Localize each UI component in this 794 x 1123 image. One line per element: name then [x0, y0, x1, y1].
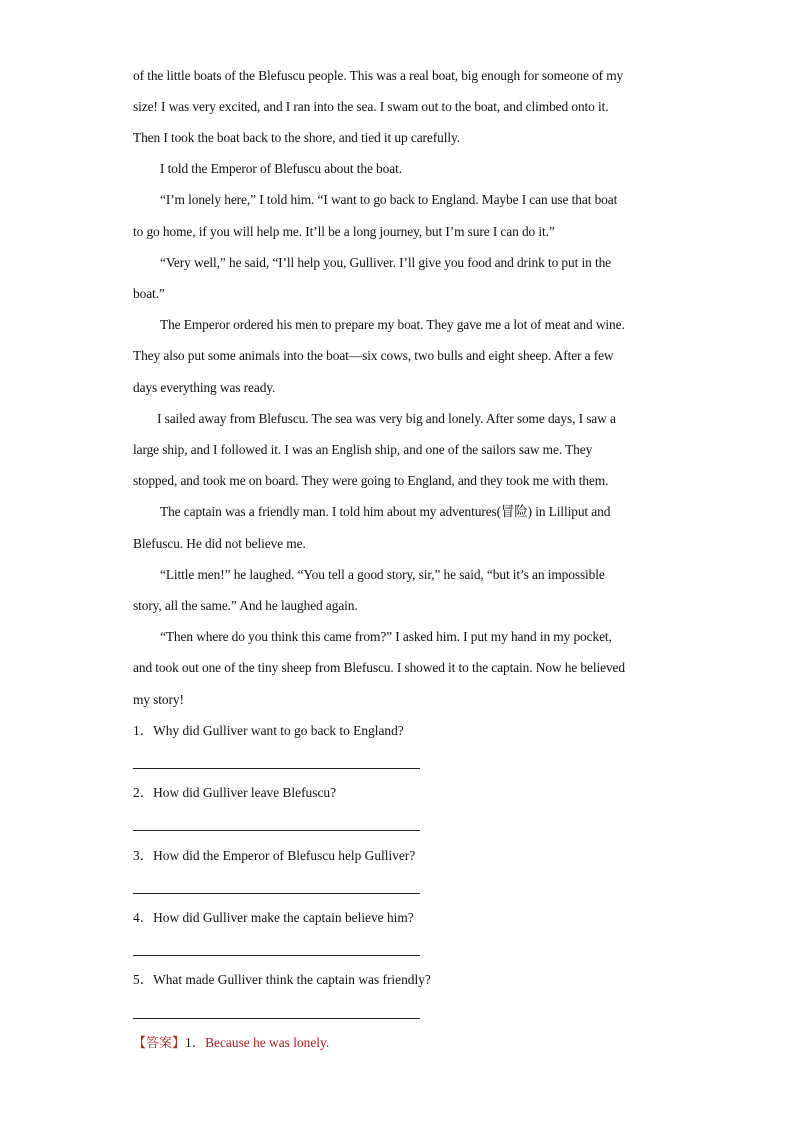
passage-line: and took out one of the tiny sheep from Blefuscu. I showed it to the captain. Now he believed [133, 660, 625, 675]
answer-text: Because he was lonely. [205, 1035, 330, 1050]
answer-blank-3[interactable] [133, 893, 420, 894]
passage-line: my story! [133, 692, 184, 707]
passage-line: stopped, and took me on board. They were going to England, and they took me with them. [133, 473, 609, 488]
question-2: 2．How did Gulliver leave Blefuscu? [133, 785, 337, 800]
passage-line: I told the Emperor of Blefuscu about the boat. [160, 161, 402, 176]
answer-tag: 【答案】 [133, 1036, 186, 1051]
passage-line: story, all the same.” And he laughed again. [133, 598, 358, 613]
answer-blank-4[interactable] [133, 955, 420, 956]
passage-line: “Then where do you think this came from?” I asked him. I put my hand in my pocket, [160, 629, 612, 644]
passage-line: “Little men!” he laughed. “You tell a good story, sir,” he said, “but it’s an impossible [160, 567, 605, 582]
passage-line: “I’m lonely here,” I told him. “I want to go back to England. Maybe I can use that boat [160, 192, 618, 207]
answer-key [133, 1034, 329, 1053]
passage-line: “Very well,” he said, “I’ll help you, Gulliver. I’ll give you food and drink to put in the [160, 255, 612, 270]
passage-line: Then I took the boat back to the shore, and tied it up carefully. [133, 130, 460, 145]
question-4: 4．How did Gulliver make the captain believe him? [133, 910, 414, 925]
passage-line: size! I was very excited, and I ran into the sea. I swam out to the boat, and climbed onto it. [133, 99, 609, 114]
passage-line: They also put some animals into the boat—six cows, two bulls and eight sheep. After a few [133, 348, 614, 363]
passage-line: days everything was ready. [133, 380, 276, 395]
question-1: 1．Why did Gulliver want to go back to England? [133, 723, 404, 738]
passage-line: of the little boats of the Blefuscu people. This was a real boat, big enough for someone of my [133, 68, 624, 83]
passage-line: I sailed away from Blefuscu. The sea was very big and lonely. After some days, I saw a [157, 411, 616, 426]
passage-line: The captain was a friendly man. I told him about my adventures(冒险) in Lilliput and [160, 504, 611, 519]
answer-blank-2[interactable] [133, 830, 420, 831]
answer-number: 1． [185, 1035, 206, 1050]
passage-line: boat.” [133, 286, 165, 301]
answer-blank-1[interactable] [133, 768, 420, 769]
question-3: 3．How did the Emperor of Blefuscu help Gulliver? [133, 848, 416, 863]
passage-line: to go home, if you will help me. It’ll be a long journey, but I’m sure I can do it.” [133, 224, 555, 239]
question-5: 5．What made Gulliver think the captain was friendly? [133, 972, 431, 987]
answer-blank-5[interactable] [133, 1018, 420, 1019]
passage-line: large ship, and I followed it. I was an English ship, and one of the sailors saw me. They [133, 442, 593, 457]
passage-line: The Emperor ordered his men to prepare my boat. They gave me a lot of meat and wine. [160, 317, 625, 332]
passage-line: Blefuscu. He did not believe me. [133, 536, 306, 551]
